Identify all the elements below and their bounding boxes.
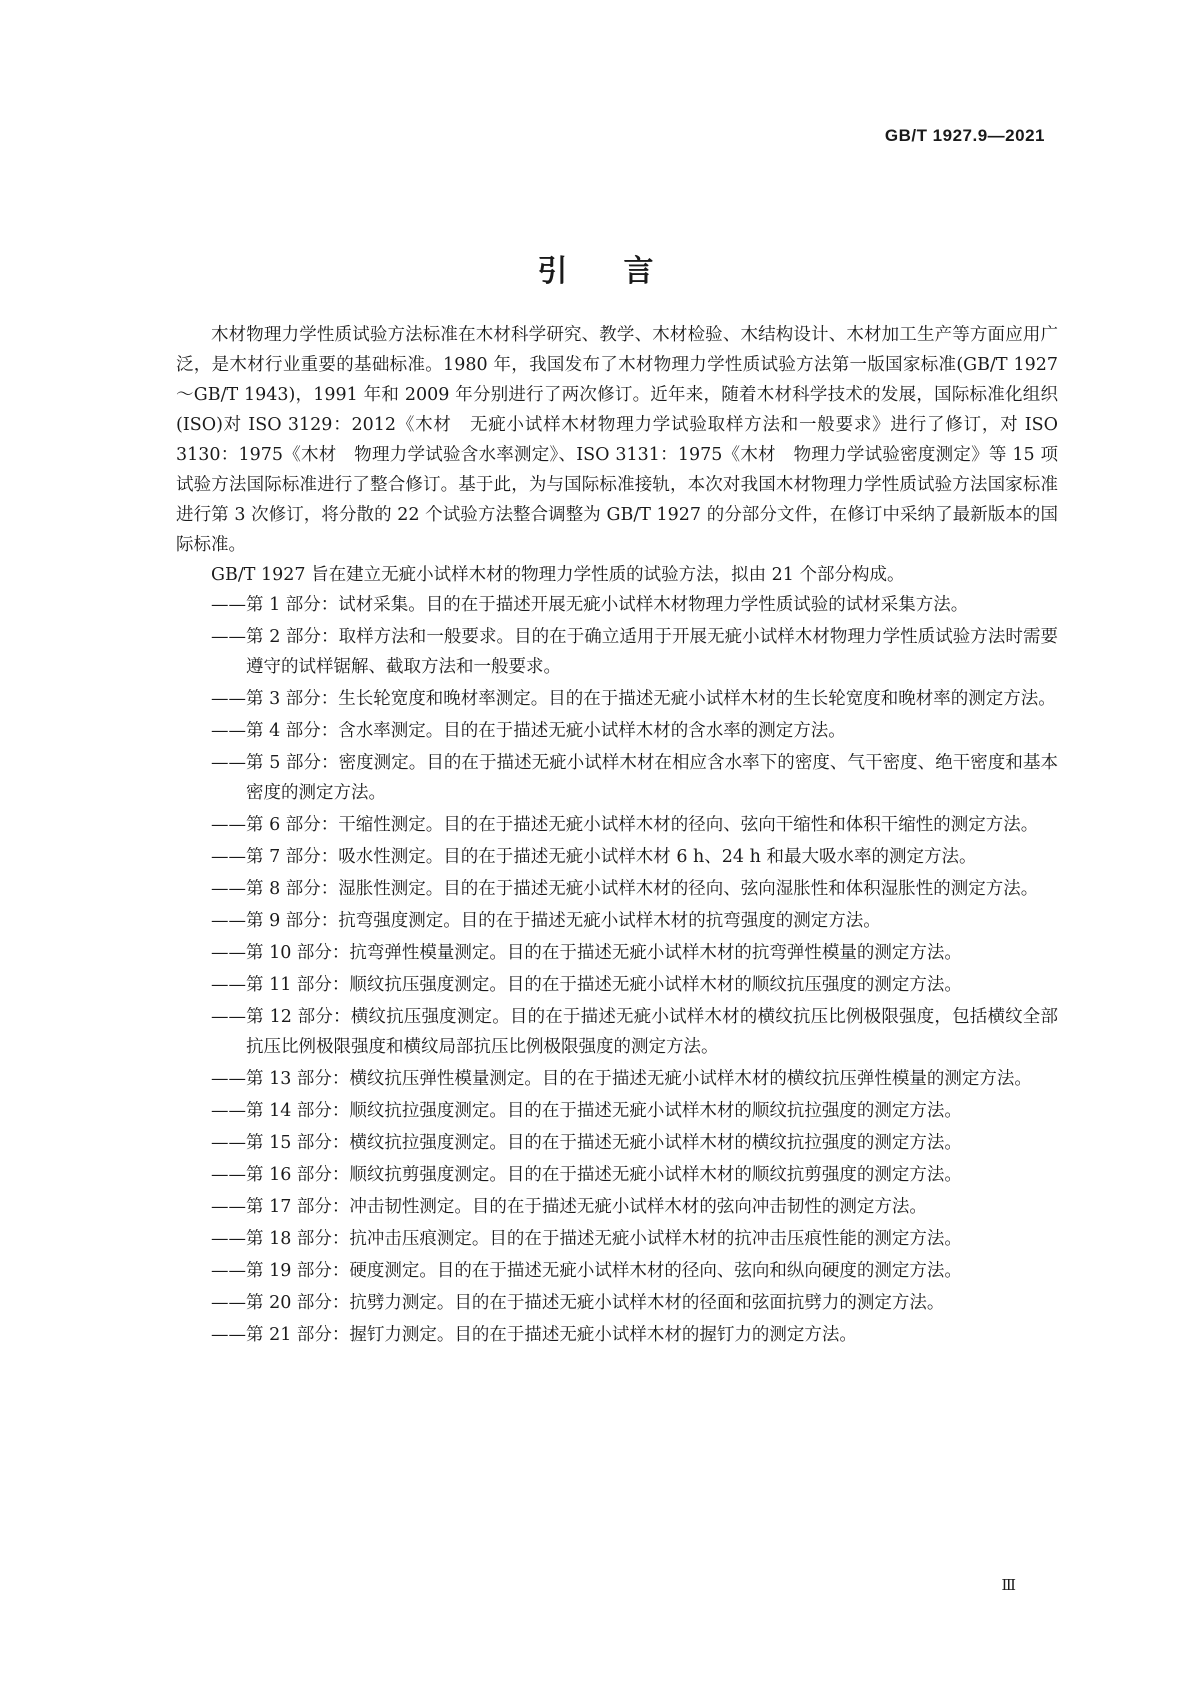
list-item-text: 第 3 部分：生长轮宽度和晚材率测定。目的在于描述无疵小试样木材的生长轮宽度和晚材率的测定方法。 [246,689,1056,709]
list-dash: —— [211,1261,246,1281]
parts-list [176,590,1058,1350]
list-item [211,874,1058,904]
list-dash: —— [211,689,246,709]
list-item-text: 第 2 部分：取样方法和一般要求。目的在于确立适用于开展无疵小试样木材物理力学性质试验方法时需要遵守的试样锯解、截取方法和一般要求。 [246,627,1058,677]
list-item [211,748,1058,808]
list-item-text: 第 17 部分：冲击韧性测定。目的在于描述无疵小试样木材的弦向冲击韧性的测定方法。 [246,1197,927,1217]
list-dash: —— [211,1293,246,1313]
list-item-text: 第 13 部分：横纹抗压弹性模量测定。目的在于描述无疵小试样木材的横纹抗压弹性模量的测定方法。 [246,1069,1032,1089]
page-number: Ⅲ [1001,1576,1016,1594]
list-item-text: 第 9 部分：抗弯强度测定。目的在于描述无疵小试样木材的抗弯强度的测定方法。 [246,911,881,931]
list-dash: —— [211,1101,246,1121]
list-dash: —— [211,815,246,835]
list-dash: —— [211,753,246,773]
list-item-text: 第 14 部分：顺纹抗拉强度测定。目的在于描述无疵小试样木材的顺纹抗拉强度的测定方法。 [246,1101,962,1121]
list-item [211,970,1058,1000]
list-item-text: 第 12 部分：横纹抗压强度测定。目的在于描述无疵小试样木材的横纹抗压比例极限强度，包括横纹全部抗压比例极限强度和横纹局部抗压比例极限强度的测定方法。 [246,1007,1058,1057]
list-dash: —— [211,1229,246,1249]
list-dash: —— [211,879,246,899]
list-dash: —— [211,721,246,741]
list-item [211,1256,1058,1286]
list-item-text: 第 8 部分：湿胀性测定。目的在于描述无疵小试样木材的径向、弦向湿胀性和体积湿胀性的测定方法。 [246,879,1039,899]
list-item [211,1192,1058,1222]
list-dash: —— [211,943,246,963]
list-item [211,810,1058,840]
list-item [211,590,1058,620]
list-item-text: 第 18 部分：抗冲击压痕测定。目的在于描述无疵小试样木材的抗冲击压痕性能的测定方法。 [246,1229,962,1249]
intro-paragraph: 木材物理力学性质试验方法标准在木材科学研究、教学、木材检验、木结构设计、木材加工生产等方面应用广泛，是木材行业重要的基础标准。1980 年，我国发布了木材物理力学性质试验方法第一版国家标准(GB/T 1927～GB/T 1943)，1991 年和 2009 年分别进行了两次修订。近年来，随着木材科学技术的发展，国际标准化组织(ISO)对 ISO 3129：2012《木材 无疵小试样木材物理力学试验取样方法和一般要求》进行了修订，对 ISO 3130：1975《木材 物理力学试验含水率测定》、ISO 3131：1975《木材 物理力学试验密度测定》等 15 项试验方法国际标准进行了整合修订。基于此，为与国际标准接轨，本次对我国木材物理力学性质试验方法国家标准进行第 3 次修订，将分散的 22 个试验方法整合调整为 GB/T 1927 的分部分文件，在修订中采纳了最新版本的国际标准。 [176,325,1058,555]
list-item [211,1096,1058,1126]
list-item-text: 第 6 部分：干缩性测定。目的在于描述无疵小试样木材的径向、弦向干缩性和体积干缩性的测定方法。 [246,815,1039,835]
list-item [211,1224,1058,1254]
list-item-text: 第 4 部分：含水率测定。目的在于描述无疵小试样木材的含水率的测定方法。 [246,721,846,741]
intro-paragraph: GB/T 1927 旨在建立无疵小试样木材的物理力学性质的试验方法，拟由 21 个部分构成。 [211,565,905,585]
list-item-text: 第 19 部分：硬度测定。目的在于描述无疵小试样木材的径向、弦向和纵向硬度的测定方法。 [246,1261,962,1281]
list-item-text: 第 15 部分：横纹抗拉强度测定。目的在于描述无疵小试样木材的横纹抗拉强度的测定方法。 [246,1133,962,1153]
list-dash: —— [211,975,246,995]
list-item-text: 第 1 部分：试材采集。目的在于描述开展无疵小试样木材物理力学性质试验的试材采集方法。 [246,595,969,615]
list-item-text: 第 5 部分：密度测定。目的在于描述无疵小试样木材在相应含水率下的密度、气干密度、绝干密度和基本密度的测定方法。 [246,753,1058,803]
list-dash: —— [211,627,246,647]
list-item [211,684,1058,714]
list-item-text: 第 11 部分：顺纹抗压强度测定。目的在于描述无疵小试样木材的顺纹抗压强度的测定方法。 [246,975,962,995]
list-dash: —— [211,1133,246,1153]
list-dash: —— [211,1007,246,1027]
list-item [211,1128,1058,1158]
list-item-text: 第 20 部分：抗劈力测定。目的在于描述无疵小试样木材的径面和弦面抗劈力的测定方法。 [246,1293,945,1313]
list-item [211,1160,1058,1190]
introduction-body [176,320,1058,1352]
list-item [211,938,1058,968]
list-dash: —— [211,1325,246,1345]
list-dash: —— [211,1165,246,1185]
list-item-text: 第 21 部分：握钉力测定。目的在于描述无疵小试样木材的握钉力的测定方法。 [246,1325,857,1345]
list-item [211,906,1058,936]
list-item-text: 第 16 部分：顺纹抗剪强度测定。目的在于描述无疵小试样木材的顺纹抗剪强度的测定方法。 [246,1165,962,1185]
list-item-text: 第 7 部分：吸水性测定。目的在于描述无疵小试样木材 6 h、24 h 和最大吸水率的测定方法。 [246,847,977,867]
list-item [211,1320,1058,1350]
list-item [211,1064,1058,1094]
list-dash: —— [211,1069,246,1089]
list-item [211,1288,1058,1318]
list-dash: —— [211,595,246,615]
list-item [211,622,1058,682]
list-item [211,716,1058,746]
page-title: 引言 [537,254,710,290]
list-dash: —— [211,847,246,867]
list-item-text: 第 10 部分：抗弯弹性模量测定。目的在于描述无疵小试样木材的抗弯弹性模量的测定方法。 [246,943,962,963]
list-item [211,1002,1058,1062]
document-code: GB/T 1927.9—2021 [884,126,1045,145]
list-dash: —— [211,1197,246,1217]
list-item [211,842,1058,872]
list-dash: —— [211,911,246,931]
